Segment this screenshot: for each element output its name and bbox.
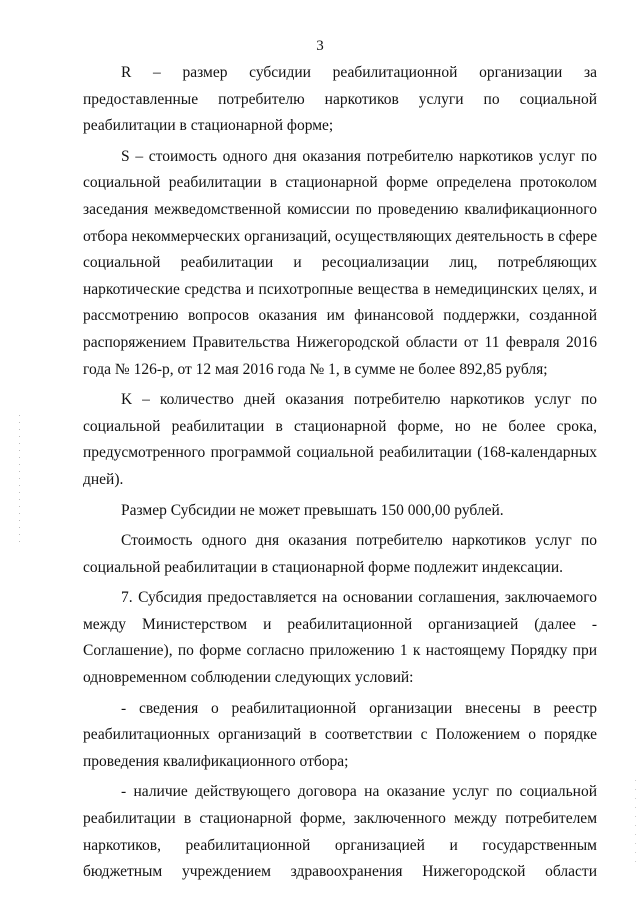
text-line: одновременном соблюдении следующих условий: xyxy=(83,669,414,687)
text-line: распоряжением Правительства Нижегородской области от 11 февраля 2016 xyxy=(83,333,597,351)
scan-margin-artifact xyxy=(19,415,20,545)
text-line: социальной реабилитации в стационарной форме определена протоколом xyxy=(83,174,597,192)
text-line: реабилитации в стационарной форме; xyxy=(83,117,334,135)
text-line: наркотические средства и психотропные вещества в немедицинских целях, и xyxy=(83,280,597,298)
text-line: наркотиков, реабилитационной организацией и государственным xyxy=(83,836,597,854)
text-line: между Министерством и реабилитационной организацией (далее - xyxy=(83,615,597,633)
document-body xyxy=(83,60,597,886)
text-line: социальной реабилитации и ресоциализации лиц, потребляющих xyxy=(83,254,597,272)
text-line: Соглашение), по форме согласно приложению 1 к настоящему Порядку при xyxy=(83,642,597,660)
text-line: реабилитационных организаций в соответствии с Положением о порядке xyxy=(83,726,597,744)
text-line: рассмотрению вопросов оказания им финансовой поддержки, созданной xyxy=(83,307,597,325)
text-line: дней). xyxy=(83,470,124,488)
text-line: K – количество дней оказания потребителю наркотиков услуг по xyxy=(121,391,597,409)
text-line: предусмотренного программой социальной реабилитации (168-календарных xyxy=(83,444,597,462)
scan-edge-artifact xyxy=(635,780,636,870)
text-line: социальной реабилитации в стационарной форме, но не более срока, xyxy=(83,417,597,435)
text-line: бюджетным учреждением здравоохранения Нижегородской области xyxy=(83,863,597,881)
text-line: социальной реабилитации в стационарной форме подлежит индексации. xyxy=(83,558,563,576)
page-number: 3 xyxy=(316,38,324,54)
text-line: реабилитации в стационарной форме, заключенного между потребителем xyxy=(83,810,597,828)
text-line: Стоимость одного дня оказания потребителю наркотиков услуг по xyxy=(121,532,597,550)
text-line: заседания межведомственной комиссии по проведению квалификационного xyxy=(83,200,597,218)
text-line: R – размер субсидии реабилитационной организации за xyxy=(121,64,597,81)
text-line: проведения квалификационного отбора; xyxy=(83,752,349,770)
text-line: отбора некоммерческих организаций, осуществляющих деятельность в сфере xyxy=(83,227,598,245)
text-line: года № 126-р, от 12 мая 2016 года № 1, в сумме не более 892,85 рубля; xyxy=(83,360,548,378)
text-line: Размер Субсидии не может превышать 150 000,00 рублей. xyxy=(121,501,504,519)
text-line: предоставленные потребителю наркотиков услуги по социальной xyxy=(83,90,597,108)
text-line: - сведения о реабилитационной организации внесены в реестр xyxy=(121,699,597,717)
text-line: - наличие действующего договора на оказание услуг по социальной xyxy=(121,783,597,801)
text-line: S – стоимость одного дня оказания потребителю наркотиков услуг по xyxy=(121,147,597,165)
text-line: 7. Субсидия предоставляется на основании соглашения, заключаемого xyxy=(121,589,597,607)
